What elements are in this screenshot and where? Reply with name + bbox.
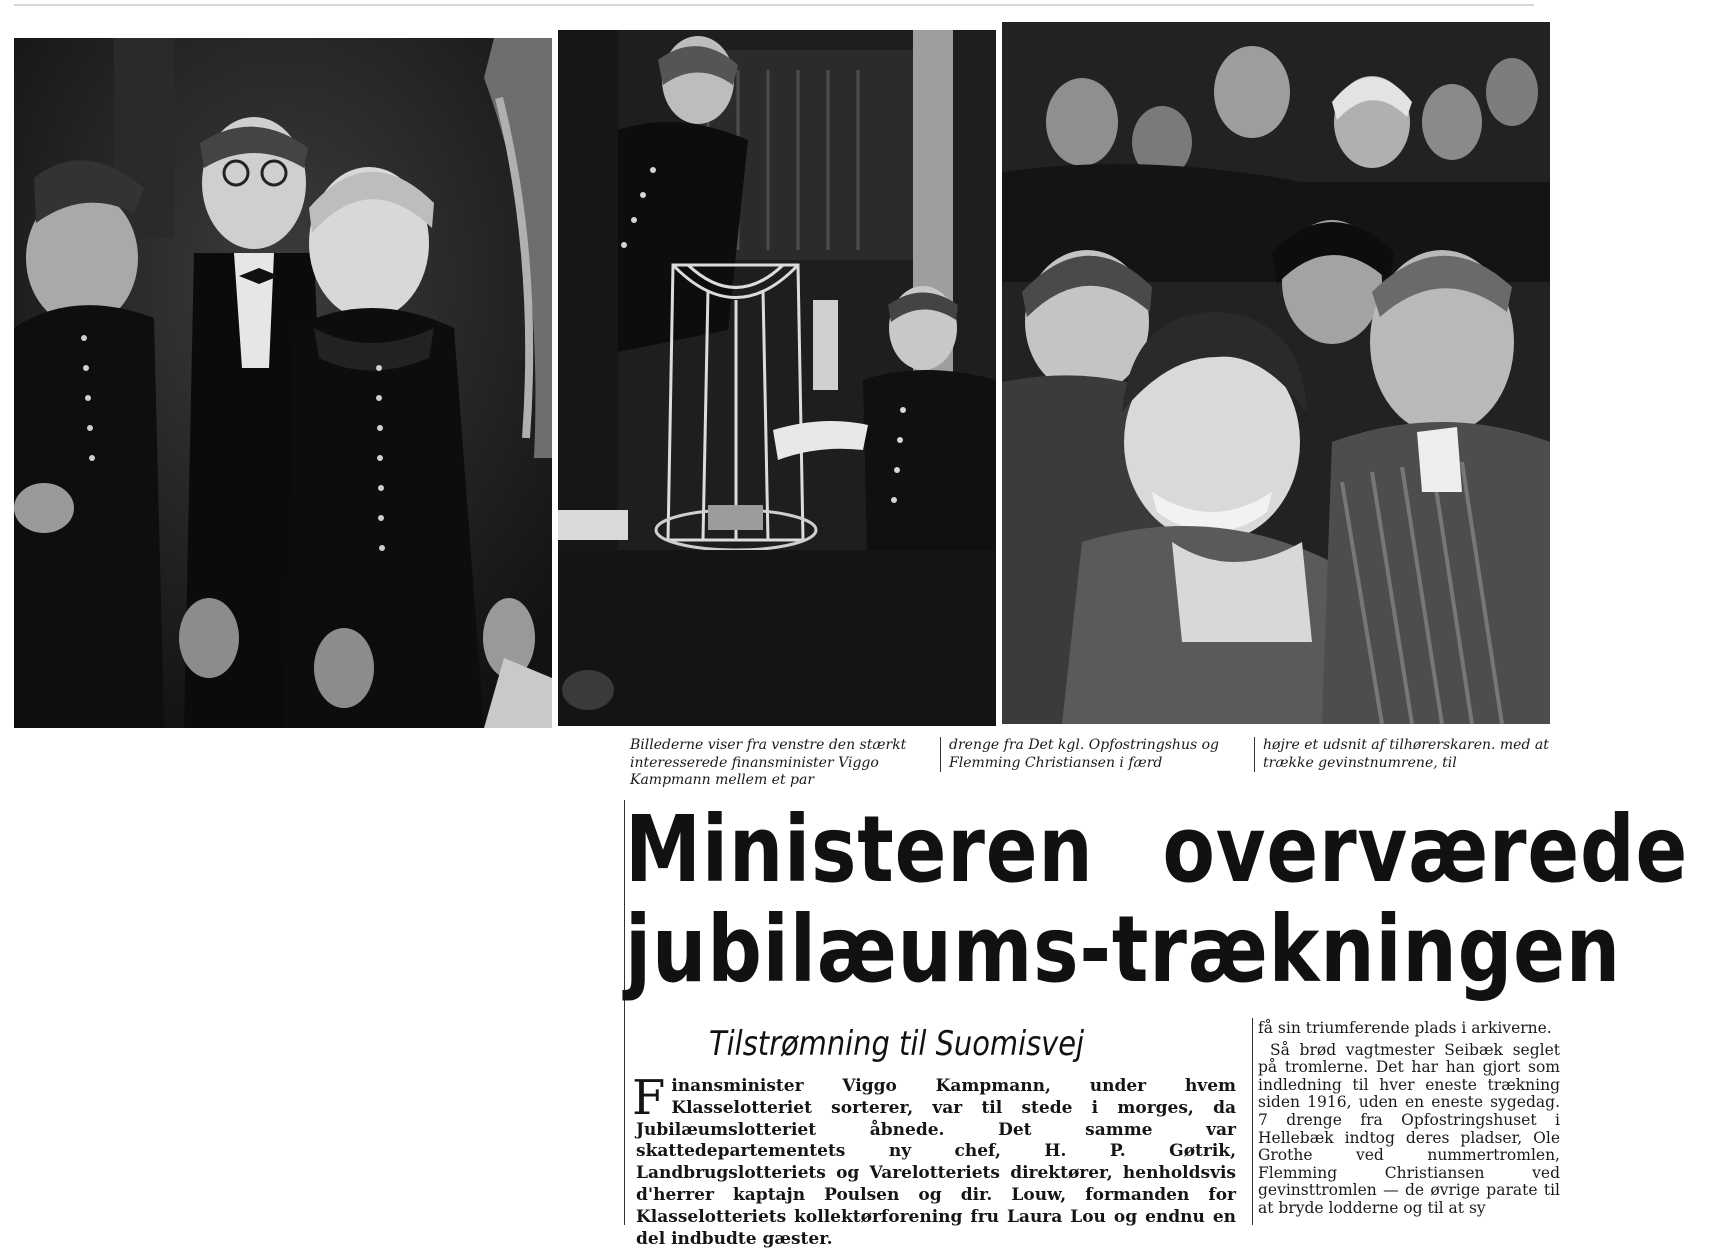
right-column-paragraph-2: Så brød vagtmester Seibæk seglet på tromlerne. Det har han gjort som indledning til hver eneste trækning siden 1916, uden en eneste sygedag. 7 drenge fra Opfostringshuset i Hellebæk indtog deres pladser, Ole Grothe ved nummertromlen, Flemming Christiansen ved gevinsttromlen — de øvrige parate til at bryde lodderne og til at sy — [1258, 1040, 1560, 1217]
photo-caption — [630, 737, 1570, 795]
article-body-main — [632, 1070, 1236, 1250]
photo-minister-with-boys — [14, 38, 552, 728]
photo-strip — [14, 22, 1549, 738]
caption-column-2: drenge fra Det kgl. Opfostringshus og Flemming Christiansen i færd — [940, 737, 1251, 772]
photo-audience — [1002, 22, 1550, 724]
column-divider-rule — [1252, 1018, 1253, 1225]
clipping-top-edge — [14, 4, 1534, 6]
drop-cap: F — [632, 1070, 666, 1126]
right-column-paragraph-1: få sin triumferende plads i arkiverne. — [1258, 1019, 1552, 1037]
article-body-right-column — [1258, 1020, 1560, 1218]
headline — [625, 796, 1689, 1003]
caption-column-1: Billederne viser fra venstre den stærkt interesserede finansminister Viggo Kampmann mellem et par — [630, 737, 907, 788]
headline-line-1: Ministeren overværede — [625, 796, 1689, 903]
caption-column-3: højre et udsnit af tilhørerskaren. med at trække gevinstnumrene, til — [1254, 737, 1569, 772]
headline-line-2: jubilæums-trækningen — [625, 896, 1621, 1003]
subheadline: Tilstrømning til Suomisvej — [709, 1024, 1085, 1064]
article-lead-text: inansminister Viggo Kampmann, under hvem Klasselotteriet sorterer, var til stede i morges, da Jubilæumslotteriet åbnede. Det samme var skattedepartementets ny chef, H. P. Gøtrik, Landbrugslotteriets og Varelotteriets direktører, henholdsvis d'herrer kaptajn Poulsen og dir. Louw, formanden for Klasselotteriets kollektørforening fru Laura Lou og endnu en del indbudte gæster. — [636, 1076, 1236, 1249]
photo-lottery-drum — [558, 30, 996, 726]
